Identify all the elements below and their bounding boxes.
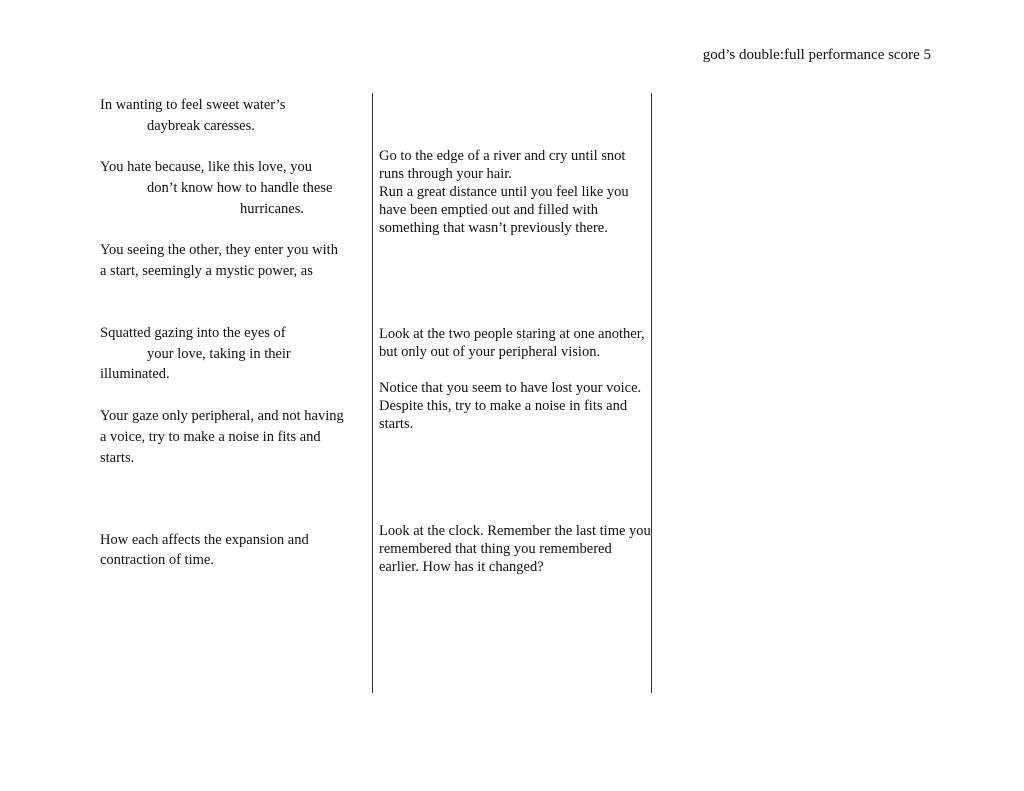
instruction-paragraph: Run a great distance until you feel like you have been emptied out and filled with something that wasn’t previously there.: [379, 184, 629, 236]
poem-line: In wanting to feel sweet water’s: [100, 97, 286, 113]
poem-line: How each affects the expansion and: [100, 532, 309, 548]
poem-line: don’t know how to handle these: [147, 180, 333, 196]
poem-line: a start, seemingly a mystic power, as: [100, 263, 313, 279]
column-divider-right: [651, 93, 652, 693]
poem-line: You seeing the other, they enter you with: [100, 242, 338, 258]
instruction-paragraph: Notice that you seem to have lost your voice. Despite this, try to make a noise in fits and starts.: [379, 380, 642, 432]
poem-line: hurricanes.: [240, 201, 305, 217]
poem-line: your love, taking in their: [147, 346, 291, 362]
instruction-paragraph: Look at the clock. Remember the last time you remembered that thing you remembered earlier. How has it changed?: [379, 523, 651, 575]
poem-line: daybreak caresses.: [147, 118, 255, 134]
poem-line: a voice, try to make a noise in fits and: [100, 429, 321, 445]
column-divider-left: [372, 93, 373, 693]
instruction-paragraph: Look at the two people staring at one another, but only out of your peripheral vision.: [379, 326, 645, 360]
poem-line: You hate because, like this love, you: [100, 159, 312, 175]
poem-line: contraction of time.: [100, 552, 214, 568]
page-header: god’s double:full performance score 5: [702, 47, 931, 63]
poem-line: starts.: [100, 450, 135, 466]
poem-line: Squatted gazing into the eyes of: [100, 325, 286, 341]
poem-line: Your gaze only peripheral, and not having: [100, 408, 344, 424]
instruction-paragraph: Go to the edge of a river and cry until snot runs through your hair.: [379, 148, 626, 182]
poem-line: illuminated.: [100, 366, 170, 382]
